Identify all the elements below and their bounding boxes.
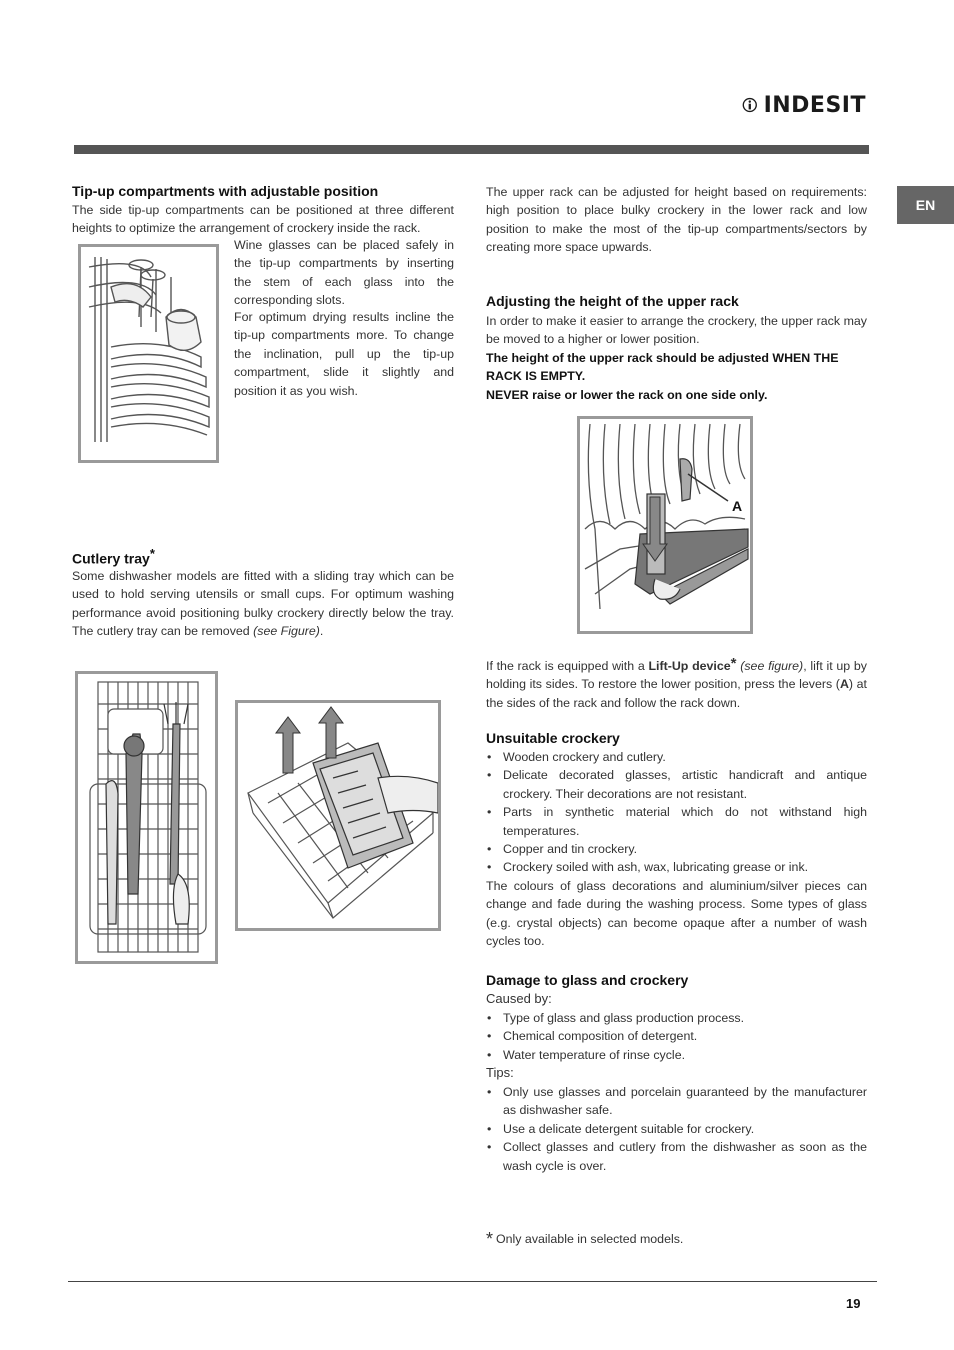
tips-list <box>486 1083 867 1175</box>
liftup-paragraph <box>486 655 867 712</box>
unsuitable-title: Unsuitable crockery <box>486 730 620 746</box>
liftup-text-1: If the rack is equipped with a <box>486 659 649 673</box>
cutlery-title-text: Cutlery tray <box>72 550 150 567</box>
lift-up-illustration <box>580 419 750 631</box>
tipup-title: Tip-up compartments with adjustable position <box>72 183 379 199</box>
footnote-text: Only available in selected models. <box>496 1232 684 1246</box>
adjust-warning-1: The height of the upper rack should be adjusted WHEN THE RACK IS EMPTY. <box>486 351 839 384</box>
cutlery-title-star: * <box>149 546 155 561</box>
list-item: • Water temperature of rinse cycle. <box>486 1046 867 1064</box>
tipup-compartment-figure <box>78 244 219 463</box>
liftup-text-3: ) at the sides of the rack and follow the rack down. <box>486 677 867 710</box>
adjust-title: Adjusting the height of the upper rack <box>486 293 739 309</box>
liftup-star: * <box>730 655 737 672</box>
upper-rack-intro: The upper rack can be adjusted for height based on requirements: high position to place bulky crockery in the lower rack and low position to make the most of the tip-up compartments/sectors by creating more space upwards. <box>486 185 867 255</box>
caused-by-list <box>486 1009 867 1064</box>
unsuitable-note: The colours of glass decorations and aluminium/silver pieces can change and fade during the washing process. Some types of glass (e.g. crystal objects) can become opaque after a number of wash cycles too. <box>486 879 867 949</box>
list-item: • Type of glass and glass production process. <box>486 1009 867 1027</box>
liftup-levers-label: A <box>839 677 849 692</box>
damage-title: Damage to glass and crockery <box>486 972 689 988</box>
lift-up-device-figure <box>577 416 753 634</box>
liftup-see-figure: (see figure) <box>736 659 804 673</box>
brand-name: INDESIT <box>763 92 866 118</box>
cutlery-text-end: . <box>319 624 324 639</box>
cutlery-tray-figure <box>75 671 218 964</box>
liftup-device-label: Lift-Up device <box>648 659 731 673</box>
list-item: • Collect glasses and cutlery from the dishwasher as soon as the wash cycle is over. <box>486 1138 867 1175</box>
list-item: • Wooden crockery and cutlery. <box>486 748 867 766</box>
page-number: 19 <box>846 1296 861 1311</box>
cutlery-removal-illustration <box>238 703 438 928</box>
list-item: • Use a delicate detergent suitable for crockery. <box>486 1120 867 1138</box>
liftup-text-2: , lift it up by holding its sides. To restore the lower position, press the levers ( <box>486 659 867 692</box>
list-item: • Copper and tin crockery. <box>486 840 867 858</box>
tipup-paragraph-3: For optimum drying results incline the tip-up compartments more. To change the inclination, pull up the tip-up compartment, slide it slightly and position it as you wish. <box>234 310 454 398</box>
cutlery-text: Some dishwasher models are fitted with a sliding tray which can be used to hold serving utensils or small cups. For optimum washing performance avoid positioning bulky crockery directly below the tray. The cutlery tray can be removed <box>72 569 454 639</box>
top-divider-bar <box>74 145 869 154</box>
bottom-divider <box>68 1281 877 1282</box>
cutlery-removal-figure <box>235 700 441 931</box>
lift-up-label-a: A <box>732 498 743 514</box>
adjust-paragraph: In order to make it easier to arrange the crockery, the upper rack may be moved to a higher or lower position. <box>486 314 867 347</box>
list-item: • Delicate decorated glasses, artistic handicraft and antique crockery. Their decorations are not resistant. <box>486 766 867 803</box>
indesit-logo <box>742 88 866 122</box>
cutlery-title <box>72 546 155 567</box>
caused-by-label: Caused by: <box>486 991 552 1006</box>
tipup-paragraph-2: Wine glasses can be placed safely in the tip-up compartments by inserting the stem of each glass into the corresponding slots. <box>234 238 454 308</box>
list-item: • Chemical composition of detergent. <box>486 1027 867 1045</box>
footnote-star: * <box>486 1229 494 1249</box>
footnote <box>486 1229 683 1250</box>
adjust-warning-2: NEVER raise or lower the rack on one side only. <box>486 388 768 402</box>
list-item: • Only use glasses and porcelain guaranteed by the manufacturer as dishwasher safe. <box>486 1083 867 1120</box>
cutlery-paragraph <box>72 567 454 641</box>
indesit-logo-icon <box>742 90 758 120</box>
list-item: • Crockery soiled with ash, wax, lubricating grease or ink. <box>486 858 867 876</box>
cutlery-see-figure: (see Figure) <box>253 624 320 639</box>
tips-label: Tips: <box>486 1065 514 1080</box>
rack-illustration <box>81 247 216 460</box>
unsuitable-list <box>486 748 867 877</box>
language-tab: EN <box>897 186 954 224</box>
cutlery-tray-illustration <box>78 674 215 961</box>
list-item: • Parts in synthetic material which do not withstand high temperatures. <box>486 803 867 840</box>
tipup-paragraph-1: The side tip-up compartments can be positioned at three different heights to optimize the arrangement of crockery inside the rack. <box>72 203 454 236</box>
